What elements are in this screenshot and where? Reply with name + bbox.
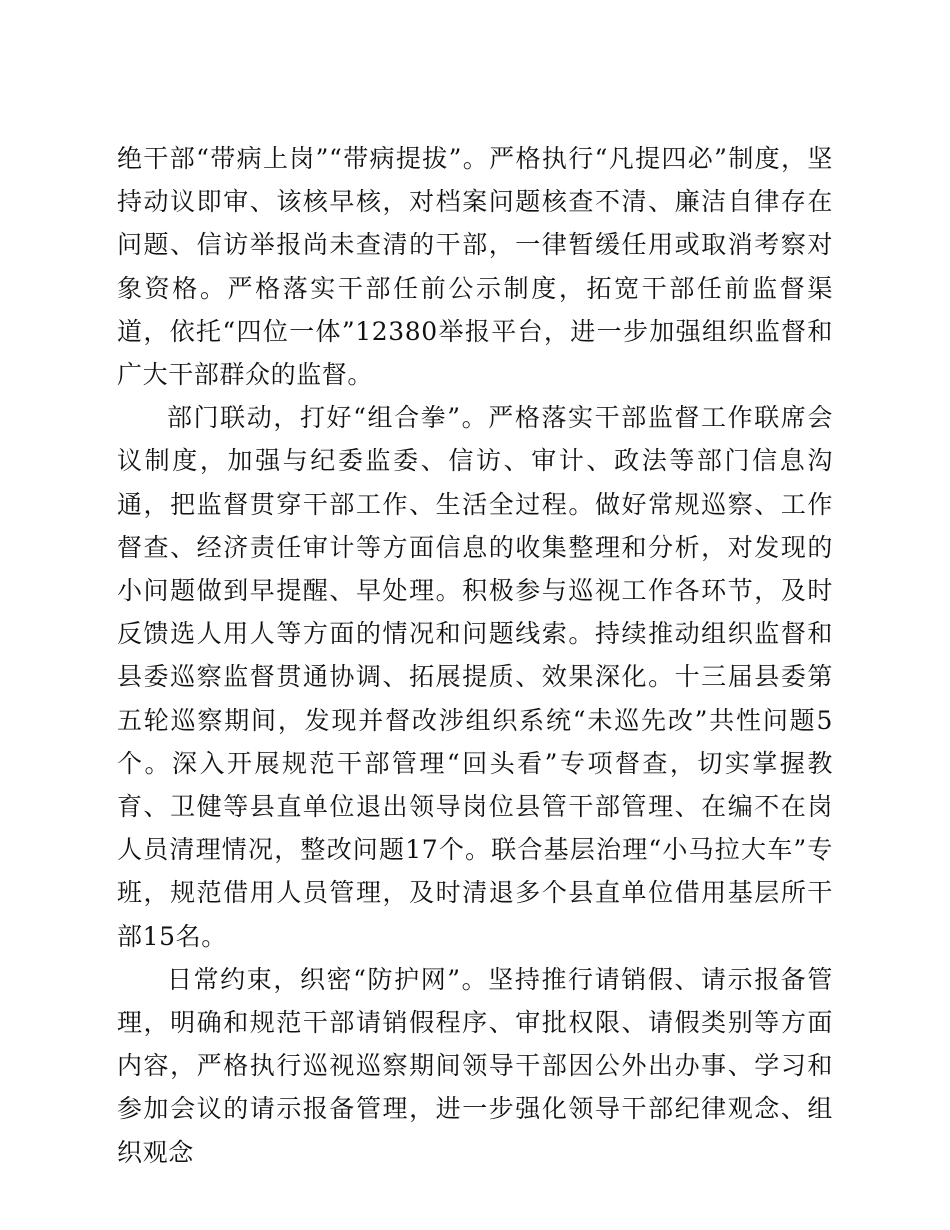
document-body [117,137,833,1174]
paragraph-3: 日常约束，织密“防护网”。坚持推行请销假、请示报备管理，明确和规范干部请销假程序、审批权限、请假类别等方面内容，严格执行巡视巡察期间领导干部因公外出办事、学习和参加会议的请示报备管理，进一步强化领导干部纪律观念、组织观念 [117,964,833,1167]
paragraph-2: 部门联动，打好“组合拳”。严格落实干部监督工作联席会议制度，加强与纪委监委、信访、审计、政法等部门信息沟通，把监督贯穿干部工作、生活全过程。做好常规巡察、工作督查、经济责任审计等方面信息的收集整理和分析，对发现的小问题做到早提醒、早处理。积极参与巡视工作各环节，及时反馈选人用人等方面的情况和问题线索。持续推动组织监督和县委巡察监督贯通协调、拓展提质、效果深化。十三届县委第五轮巡察期间，发现并督改涉组织系统“未巡先改”共性问题5个。深入开展规范干部管理“回头看”专项督查，切实掌握教育、卫健等县直单位退出领导岗位县管干部管理、在编不在岗人员清理情况，整改问题17个。联合基层治理“小马拉大车”专班，规范借用人员管理，及时清退多个县直单位借用基层所干部15名。 [117,403,833,951]
paragraph-1: 绝干部“带病上岗”“带病提拔”。严格执行“凡提四必”制度，坚持动议即审、该核早核，对档案问题核查不清、廉洁自律存在问题、信访举报尚未查清的干部，一律暂缓任用或取消考察对象资格。严格落实干部任前公示制度，拓宽干部任前监督渠道，依托“四位一体”12380举报平台，进一步加强组织监督和广大干部群众的监督。 [117,144,833,390]
